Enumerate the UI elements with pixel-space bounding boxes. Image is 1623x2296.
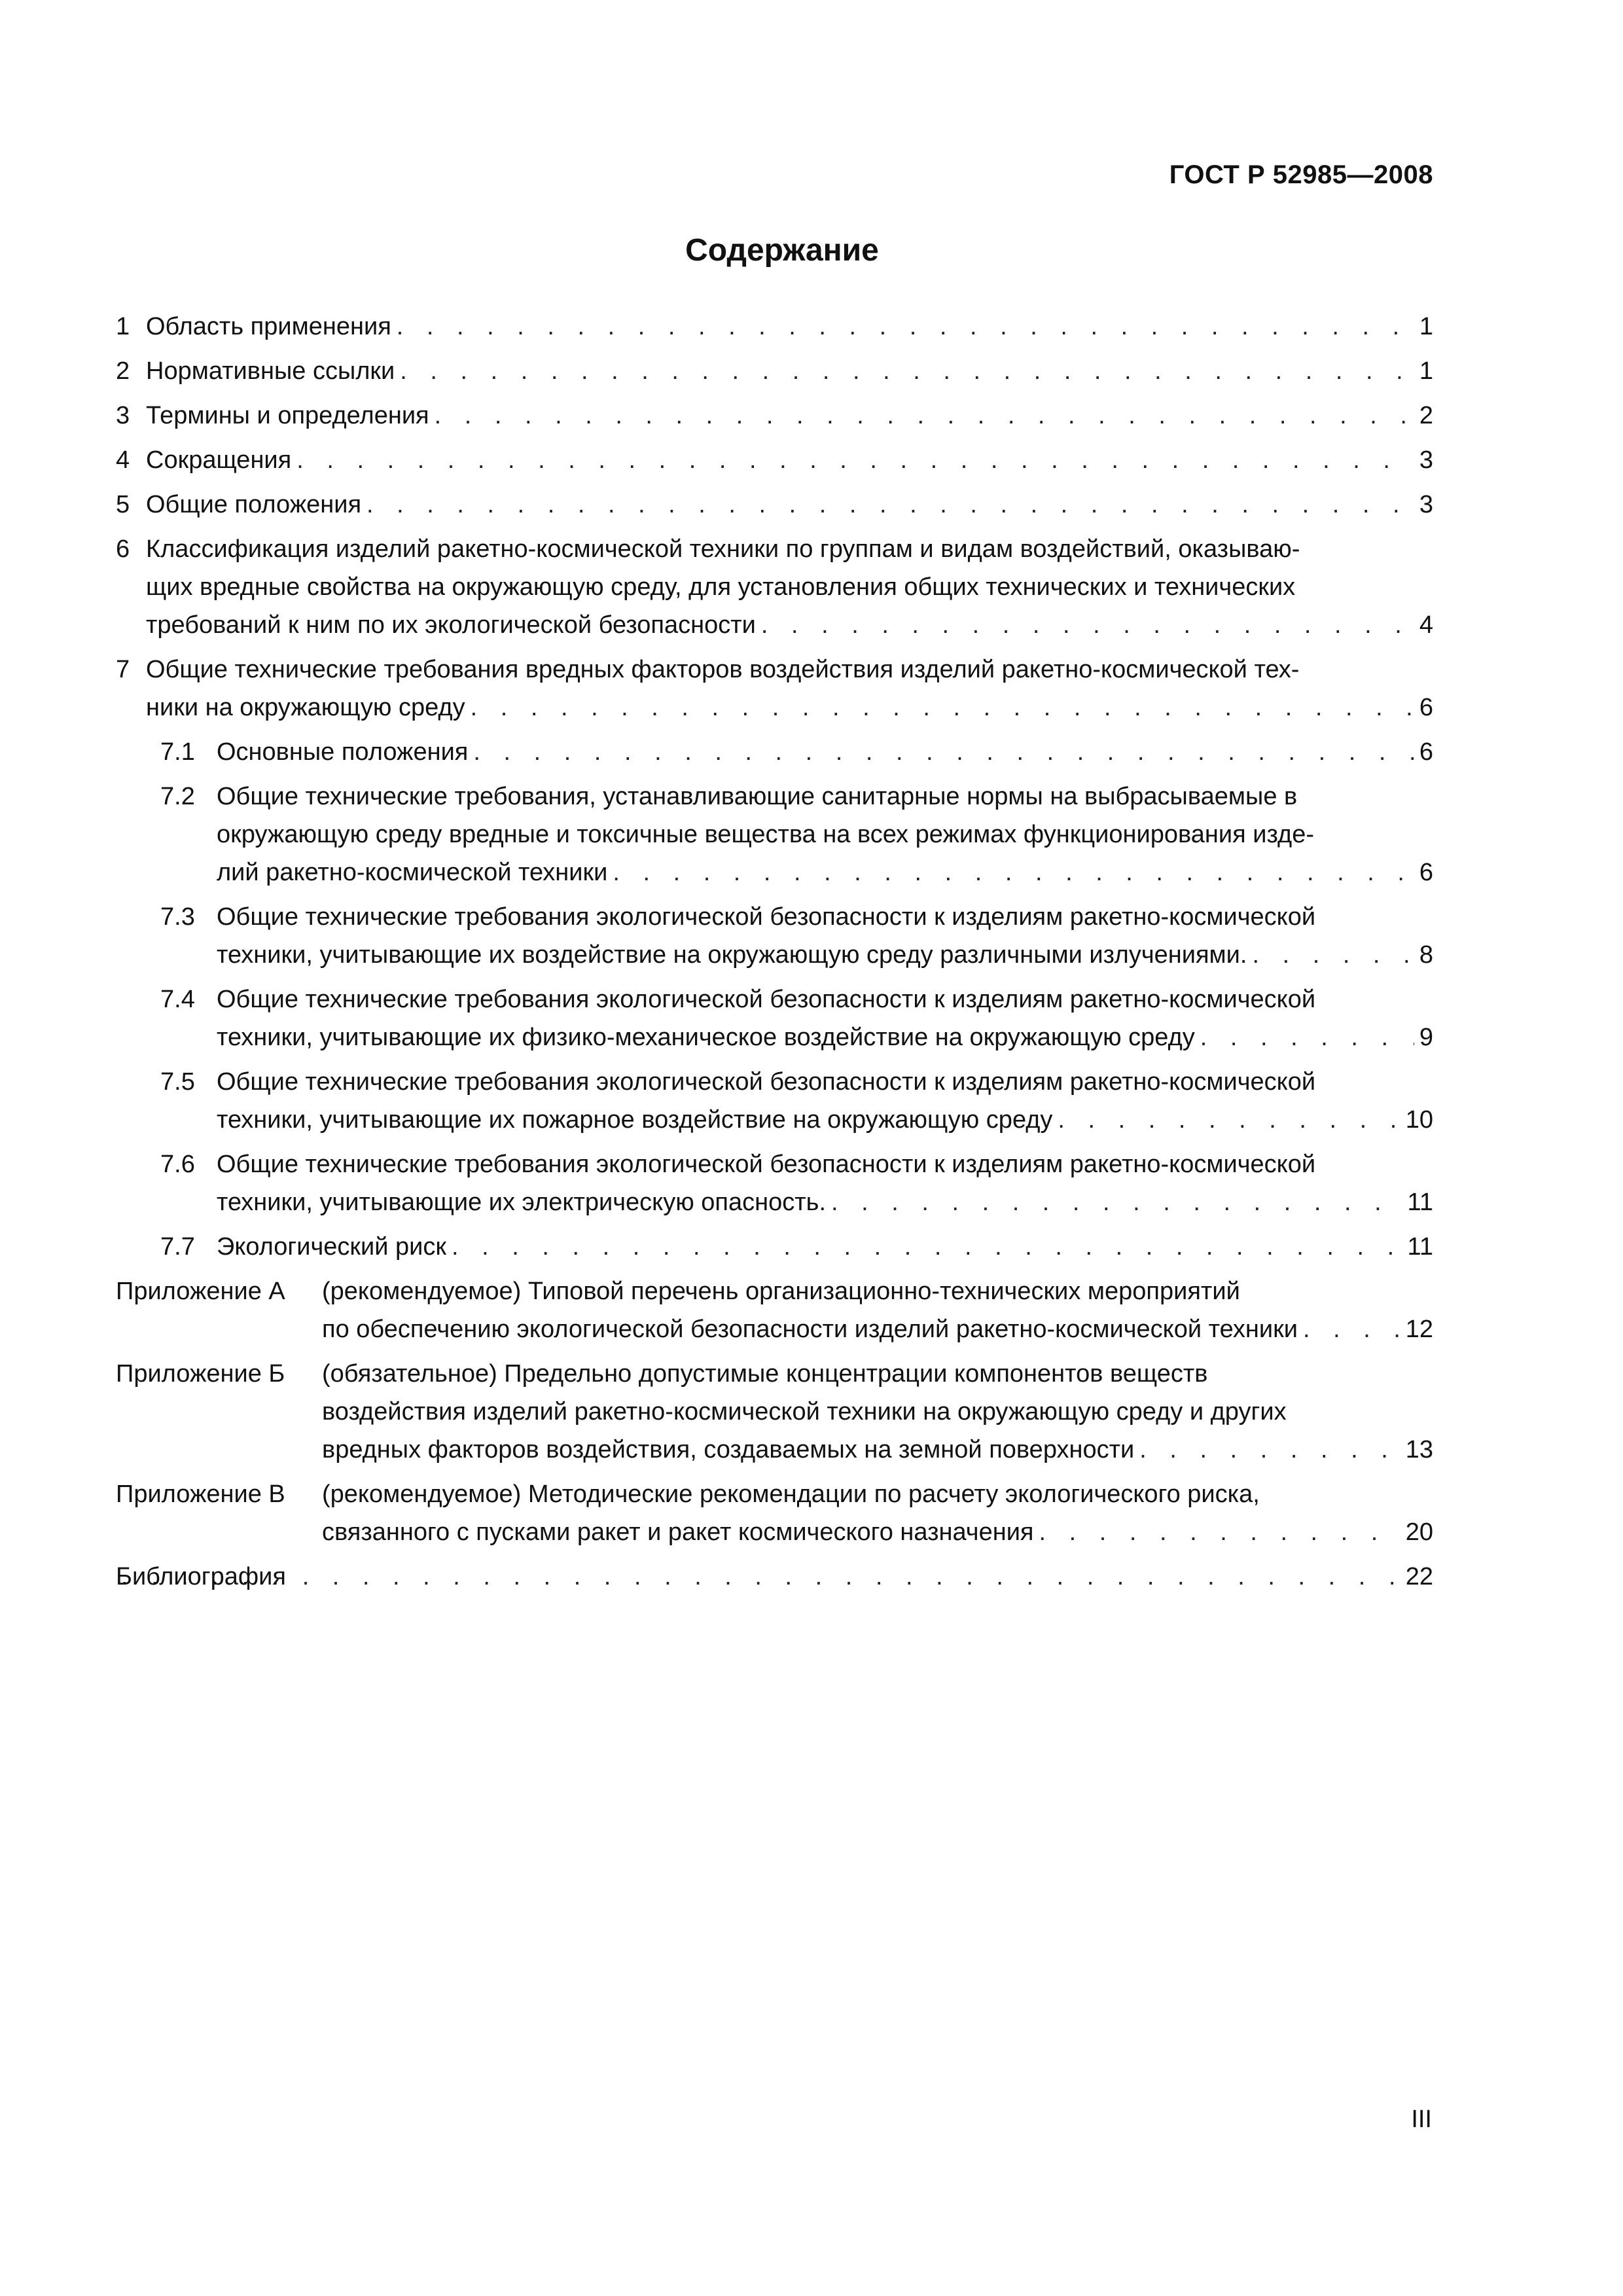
dot-leader	[1200, 1018, 1414, 1056]
toc-entry-page: 8	[1419, 941, 1433, 969]
toc-entry-page: 6	[1419, 694, 1433, 721]
toc-entry-page: 10	[1405, 1106, 1433, 1134]
toc-entry-body	[116, 1475, 1433, 1551]
toc-entry-number: 7.3	[160, 903, 195, 931]
toc-entry-page: 11	[1407, 1233, 1433, 1261]
dot-leader	[366, 486, 1414, 524]
toc-entry	[160, 1063, 1433, 1139]
toc-entry	[116, 308, 1433, 346]
toc-entry-page: 4	[1419, 611, 1433, 639]
toc-entry	[116, 651, 1433, 726]
dot-leader	[435, 397, 1414, 435]
dot-leader	[1139, 1431, 1400, 1469]
toc-entry-line: (рекомендуемое) Типовой перечень организационно-технических мероприятий	[322, 1278, 1240, 1305]
toc-entry-page: 11	[1407, 1189, 1433, 1216]
dot-leader	[452, 1228, 1402, 1266]
toc-entry-number: Приложение В	[116, 1480, 285, 1508]
toc-entry-last-line	[322, 1513, 1433, 1551]
toc-entry-page: 22	[1405, 1563, 1433, 1590]
toc-entry	[160, 1228, 1433, 1266]
toc-entry-last-line	[146, 352, 1433, 390]
toc-entry-line: по обеспечению экологической безопасности изделий ракетно-космической техники	[322, 1316, 1298, 1343]
toc-entry-line: Общие технические требования экологической безопасности к изделиям ракетно-космической	[217, 1068, 1316, 1096]
toc-entry-body	[160, 1145, 1433, 1221]
toc-entry-last-line	[146, 308, 1433, 346]
toc-entry-line: Классификация изделий ракетно-космической техники по группам и видам воздействий, оказываю-	[146, 535, 1300, 563]
toc-entry-page: 3	[1419, 491, 1433, 518]
dot-leader	[121, 1558, 1400, 1596]
toc-entry-line: Основные положения	[217, 738, 469, 766]
toc-entry-number: Приложение А	[116, 1278, 285, 1305]
toc-entry-body	[116, 352, 1433, 390]
toc-entry-last-line	[146, 606, 1433, 644]
toc-entry-number: 7.2	[160, 783, 195, 810]
toc-entry-line: Экологический риск	[217, 1233, 447, 1261]
page-title: Содержание	[685, 233, 879, 268]
toc-entry	[160, 778, 1433, 891]
toc-entry-number: 5	[116, 491, 130, 518]
toc-entry-last-line	[217, 1183, 1433, 1221]
dot-leader	[761, 606, 1414, 644]
toc-entry-line: техники, учитывающие их пожарное воздействие на окружающую среду	[217, 1106, 1053, 1134]
toc-entry-line: щих вредные свойства на окружающую среду, для установления общих технических и технических	[146, 573, 1296, 601]
toc-entry-last-line	[146, 441, 1433, 479]
toc-entry-line: требований к ним по их экологической безопасности	[146, 611, 756, 639]
toc-entry-line: (обязательное) Предельно допустимые концентрации компонентов веществ	[322, 1360, 1208, 1388]
dot-leader	[400, 352, 1414, 390]
toc-entry-last-line	[146, 689, 1433, 726]
toc-entry-last-line	[217, 1018, 1433, 1056]
toc-entry-last-line	[217, 1101, 1433, 1139]
toc-entry	[116, 352, 1433, 390]
toc-entry-page: 20	[1405, 1518, 1433, 1546]
toc-entry-line: техники, учитывающие их воздействие на окружающую среду различными излучениями.	[217, 941, 1247, 969]
toc-entry-body	[116, 651, 1433, 726]
toc-entry-line: воздействия изделий ракетно-космической техники на окружающую среду и других	[322, 1398, 1287, 1426]
toc-entry	[116, 486, 1433, 524]
toc-entry	[160, 980, 1433, 1056]
toc-entry	[116, 1558, 1433, 1596]
toc-entry-line: Термины и определения	[146, 402, 429, 429]
toc-entry-number: 7	[116, 656, 130, 683]
toc-entry-page: 3	[1419, 446, 1433, 474]
toc-entry-last-line	[322, 1431, 1433, 1469]
toc-entry-last-line	[217, 1228, 1433, 1266]
toc-entry	[160, 1145, 1433, 1221]
toc-entry-page: 1	[1419, 357, 1433, 385]
toc-entry-body	[160, 980, 1433, 1056]
toc-entry-line: (рекомендуемое) Методические рекомендации по расчету экологического риска,	[322, 1480, 1260, 1508]
toc-entry-line: Общие технические требования экологической безопасности к изделиям ракетно-космической	[217, 1151, 1316, 1178]
toc-entry-last-line	[217, 936, 1433, 974]
dot-leader	[613, 853, 1414, 891]
toc-entry-number: 1	[116, 313, 130, 340]
toc-entry-last-line	[146, 397, 1433, 435]
toc-entry-line: окружающую среду вредные и токсичные вещества на всех режимах функционирования изде-	[217, 821, 1314, 848]
toc-entry-page: 12	[1405, 1316, 1433, 1343]
toc-entry-last-line	[217, 733, 1433, 771]
toc-entry-line: ники на окружающую среду	[146, 694, 465, 721]
toc-entry-number: 6	[116, 535, 130, 563]
dot-leader	[473, 733, 1414, 771]
dot-leader	[831, 1183, 1402, 1221]
toc-entry-page: 2	[1419, 402, 1433, 429]
toc-entry	[116, 1272, 1433, 1348]
toc-entry-body	[116, 1272, 1433, 1348]
toc-entry-body	[116, 1355, 1433, 1469]
toc-entry-line: Общие технические требования экологической безопасности к изделиям ракетно-космической	[217, 903, 1316, 931]
toc-entry-body	[116, 1558, 1433, 1596]
toc-entry-body	[160, 1228, 1433, 1266]
toc-entry-last-line	[322, 1310, 1433, 1348]
toc-entry-body	[116, 308, 1433, 346]
toc-entry	[116, 1355, 1433, 1469]
toc-entry-last-line	[116, 1558, 1433, 1596]
toc-entry-number: 2	[116, 357, 130, 385]
toc-entry	[116, 1475, 1433, 1551]
toc-entry-line: техники, учитывающие их физико-механическое воздействие на окружающую среду	[217, 1024, 1195, 1051]
toc-entry-page: 13	[1405, 1436, 1433, 1463]
toc-entry-body	[116, 397, 1433, 435]
toc-entry-last-line	[146, 486, 1433, 524]
toc-entry-last-line	[217, 853, 1433, 891]
toc-entry-line: Область применения	[146, 313, 391, 340]
toc-entry-number: 7.1	[160, 738, 195, 766]
toc-entry-line: Общие положения	[146, 491, 362, 518]
toc-entry-page: 1	[1419, 313, 1433, 340]
toc-entry	[116, 441, 1433, 479]
toc-entry-page: 6	[1419, 859, 1433, 886]
toc-entry-line: вредных факторов воздействия, создаваемых на земной поверхности	[322, 1436, 1135, 1463]
toc-entry-number: Библиография	[116, 1563, 286, 1590]
dot-leader	[1039, 1513, 1400, 1551]
toc-entry	[116, 397, 1433, 435]
table-of-contents	[116, 308, 1433, 1596]
toc-entry	[160, 733, 1433, 771]
dot-leader	[471, 689, 1414, 726]
toc-entry-number: 7.6	[160, 1151, 195, 1178]
toc-entry	[160, 898, 1433, 974]
toc-entry-body	[160, 778, 1433, 891]
dot-leader	[296, 441, 1414, 479]
toc-entry-line: Сокращения	[146, 446, 292, 474]
toc-entry-body	[116, 530, 1433, 644]
toc-entry-body	[160, 733, 1433, 771]
toc-entry-number: 7.4	[160, 986, 195, 1013]
toc-entry-page: 9	[1419, 1024, 1433, 1051]
document-id-header: ГОСТ Р 52985—2008	[1169, 160, 1433, 189]
toc-entry	[116, 530, 1433, 644]
toc-entry-line: Нормативные ссылки	[146, 357, 395, 385]
toc-entry-line: Общие технические требования вредных факторов воздействия изделий ракетно-космической тех-	[146, 656, 1300, 683]
toc-entry-line: Общие технические требования, устанавливающие санитарные нормы на выбрасываемые в	[217, 783, 1298, 810]
toc-entry-body	[160, 898, 1433, 974]
toc-entry-body	[116, 441, 1433, 479]
toc-entry-line: техники, учитывающие их электрическую опасность.	[217, 1189, 826, 1216]
toc-entry-line: лий ракетно-космической техники	[217, 859, 608, 886]
toc-entry-line: Общие технические требования экологической безопасности к изделиям ракетно-космической	[217, 986, 1316, 1013]
toc-entry-body	[116, 486, 1433, 524]
dot-leader	[1252, 936, 1414, 974]
toc-entry-number: 3	[116, 402, 130, 429]
dot-leader	[397, 308, 1414, 346]
toc-entry-number: 4	[116, 446, 130, 474]
dot-leader	[1058, 1101, 1400, 1139]
dot-leader	[1303, 1310, 1400, 1348]
toc-entry-number: Приложение Б	[116, 1360, 285, 1388]
toc-entry-page: 6	[1419, 738, 1433, 766]
page-number: III	[1411, 2106, 1432, 2133]
toc-entry-body	[160, 1063, 1433, 1139]
toc-entry-number: 7.7	[160, 1233, 195, 1261]
toc-entry-line: связанного с пусками ракет и ракет космического назначения	[322, 1518, 1034, 1546]
toc-entry-number: 7.5	[160, 1068, 195, 1096]
